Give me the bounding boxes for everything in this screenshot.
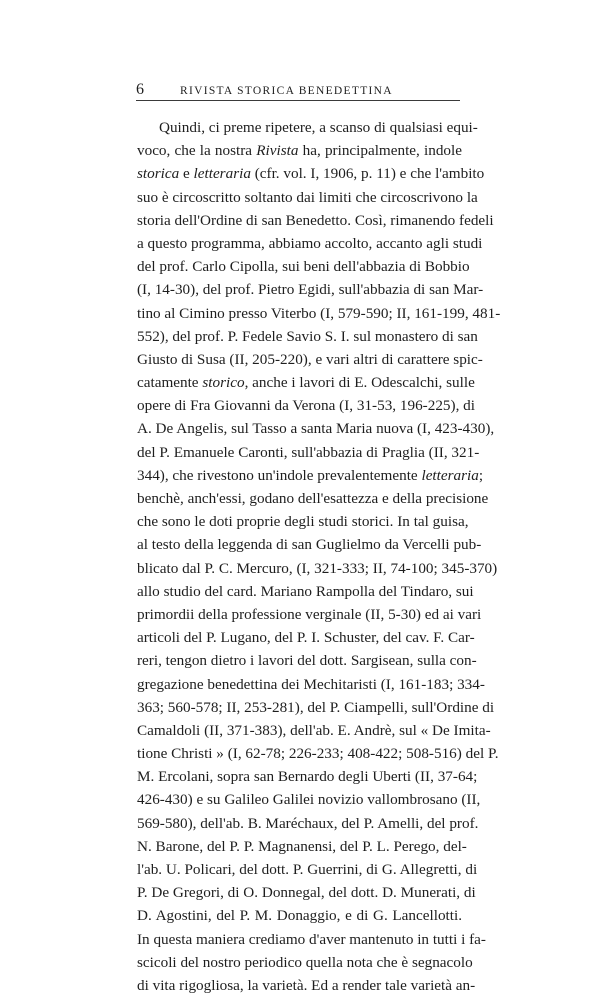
text-line: 552), del prof. P. Fedele Savio S. I. sul monastero di san xyxy=(137,327,478,345)
text-line: blicato dal P. C. Mercuro, (I, 321-333; II, 74-100; 345-370) xyxy=(137,559,498,577)
header-rule xyxy=(136,100,460,101)
text-line: catamente storico, anche i lavori di E. Odescalchi, sulle xyxy=(137,374,475,392)
text-line: primordii della professione verginale (II, 5-30) ed ai vari xyxy=(137,605,482,623)
text-line: D. Agostini, del P. M. Donaggio, e di G. Lancellotti. xyxy=(137,907,462,925)
text-line: gregazione benedettina dei Mechitaristi (I, 161-183; 334- xyxy=(137,675,485,693)
text-line: storia dell'Ordine di san Benedetto. Così, rimanendo fedeli xyxy=(137,211,494,229)
text-line: l'ab. U. Policari, del dott. P. Guerrini, di G. Allegretti, di xyxy=(137,861,478,878)
text-line: reri, tengon dietro i lavori del dott. Sargisean, sulla con- xyxy=(137,652,477,670)
text-line: al testo della leggenda di san Guglielmo da Vercelli pub- xyxy=(137,536,482,554)
text-line: tione Christi » (I, 62-78; 226-233; 408-422; 508-516) del P. xyxy=(137,745,499,763)
text-line: 569-580), dell'ab. B. Maréchaux, del P. Amelli, del prof. xyxy=(137,814,479,832)
text-line: opere di Fra Giovanni da Verona (I, 31-53, 196-225), di xyxy=(137,397,475,415)
running-title: RIVISTA STORICA BENEDETTINA xyxy=(180,85,393,97)
italic-term: storica xyxy=(137,165,180,183)
text-line: suo è circoscritto soltanto dai limiti che circoscrivono la xyxy=(137,188,478,206)
text-line: scicoli del nostro periodico quella nota che è segnacolo xyxy=(137,953,473,971)
text-line: 363; 560-578; II, 253-281), del P. Ciampelli, sull'Ordine di xyxy=(137,698,495,716)
text-line: tino al Cimino presso Viterbo (I, 579-590; II, 161-199, 481- xyxy=(137,304,501,322)
text-line: A. De Angelis, sul Tasso a santa Maria nuova (I, 423-430), xyxy=(137,420,495,438)
text-line: che sono le doti proprie degli studi storici. In tal guisa, xyxy=(137,513,469,531)
text-line: In questa maniera crediamo d'aver mantenuto in tutti i fa- xyxy=(137,930,486,948)
text-line: articoli del P. Lugano, del P. I. Schuster, del cav. F. Car- xyxy=(137,629,475,647)
text-line: M. Ercolani, sopra san Bernardo degli Uberti (II, 37-64; xyxy=(137,768,478,786)
text-line: P. De Gregori, di O. Donnegal, del dott. D. Munerati, di xyxy=(137,884,476,902)
text-line: a questo programma, abbiamo accolto, accanto agli studi xyxy=(137,234,483,252)
text-line: N. Barone, del P. P. Magnanensi, del P. L. Perego, del- xyxy=(137,837,467,855)
running-header xyxy=(136,80,460,100)
text-line: (I, 14-30), del prof. Pietro Egidi, sull'abbazia di san Mar- xyxy=(137,281,484,299)
italic-term: letteraria xyxy=(421,466,479,484)
text-line: benchè, anch'essi, godano dell'esattezza e della precisione xyxy=(137,490,489,507)
text-line: 426-430) e su Galileo Galilei novizio vallombrosano (II, xyxy=(137,791,481,809)
italic-term: Rivista xyxy=(256,142,299,160)
text-line: Quindi, ci preme ripetere, a scanso di qualsiasi equi- xyxy=(159,119,478,136)
body-paragraph xyxy=(137,116,501,997)
text-line: storica e letteraria (cfr. vol. I, 1906, p. 11) e che l'ambito xyxy=(137,165,485,183)
text-line: Giusto di Susa (II, 205-220), e vari altri di carattere spic- xyxy=(137,350,483,368)
text-line: allo studio del card. Mariano Rampolla del Tindaro, sui xyxy=(137,582,474,600)
italic-term: storico xyxy=(202,374,245,392)
page-number: 6 xyxy=(136,81,144,98)
text-line: del prof. Carlo Cipolla, sui beni dell'abbazia di Bobbio xyxy=(137,258,470,276)
text-line: di vita rigogliosa, la varietà. Ed a render tale varietà an- xyxy=(137,976,476,994)
text-line: 344), che rivestono un'indole prevalentemente letteraria; xyxy=(137,466,484,484)
italic-term: letteraria xyxy=(193,165,251,183)
text-line: Camaldoli (II, 371-383), dell'ab. E. Andrè, sul « De Imita- xyxy=(137,721,491,739)
text-line: del P. Emanuele Caronti, sull'abbazia di Praglia (II, 321- xyxy=(137,443,480,461)
text-line: voco, che la nostra Rivista ha, principalmente, indole xyxy=(137,142,462,160)
